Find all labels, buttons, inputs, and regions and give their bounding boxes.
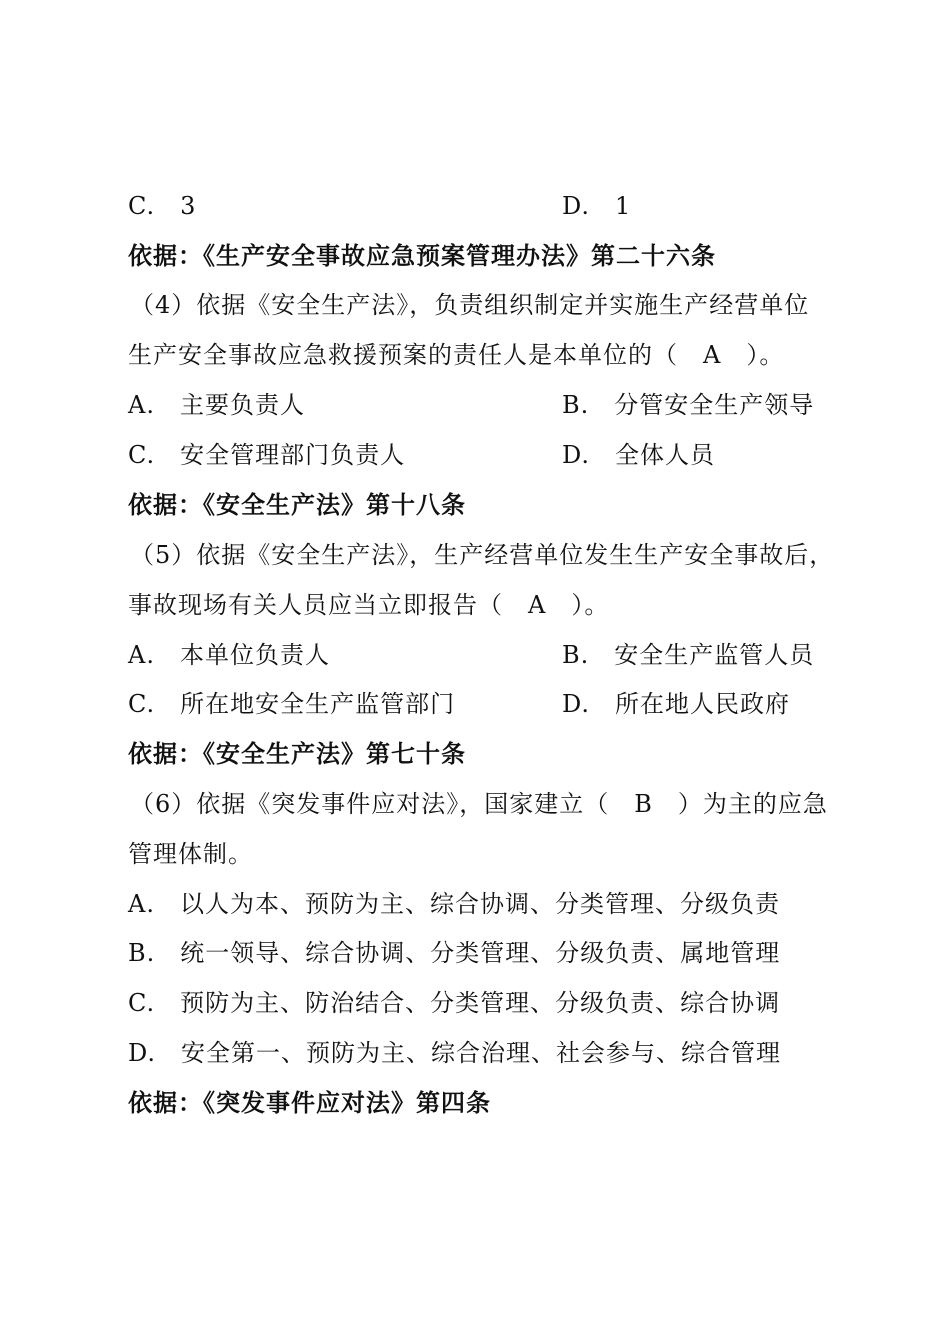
question-4-option-d: D. 全体人员 [562, 441, 716, 469]
question-4-option-a: A. 主要负责人 [128, 391, 305, 419]
question-6-basis: 依据：《突发事件应对法》第四条 [128, 1089, 491, 1117]
question-4-option-c: C. 安全管理部门负责人 [128, 441, 406, 469]
question-4-basis: 依据：《安全生产法》第十八条 [128, 491, 466, 519]
question-6-line-2: 管理体制。 [128, 840, 253, 868]
question-6-option-d: D. 安全第一、预防为主、综合治理、社会参与、综合管理 [128, 1039, 782, 1067]
prev-option-c: C. 3 [128, 192, 197, 220]
question-6-option-a: A. 以人为本、预防为主、综合协调、分类管理、分级负责 [128, 890, 780, 918]
question-6-line-1: （6）依据《突发事件应对法》，国家建立（ B ）为主的应急 [130, 790, 828, 818]
basis-prev-question: 依据：《生产安全事故应急预案管理办法》第二十六条 [128, 242, 716, 270]
question-4-option-b: B. 分管安全生产领导 [562, 391, 815, 419]
question-6-option-b: B. 统一领导、综合协调、分类管理、分级负责、属地管理 [128, 939, 781, 967]
question-5-option-c: C. 所在地安全生产监管部门 [128, 690, 456, 718]
question-5-line-1: （5）依据《安全生产法》，生产经营单位发生生产安全事故后， [130, 541, 835, 569]
question-4-line-1: （4）依据《安全生产法》，负责组织制定并实施生产经营单位 [130, 291, 810, 319]
question-5-option-a: A. 本单位负责人 [128, 641, 330, 669]
question-5-basis: 依据：《安全生产法》第七十条 [128, 740, 466, 768]
question-5-option-d: D. 所在地人民政府 [562, 690, 791, 718]
question-5-option-b: B. 安全生产监管人员 [562, 641, 815, 669]
question-5-line-2: 事故现场有关人员应当立即报告（ A ）。 [128, 591, 610, 619]
question-6-option-c: C. 预防为主、防治结合、分类管理、分级负责、综合协调 [128, 989, 781, 1017]
prev-option-d: D. 1 [562, 192, 632, 220]
question-4-line-2: 生产安全事故应急救援预案的责任人是本单位的（ A ）。 [128, 341, 785, 369]
